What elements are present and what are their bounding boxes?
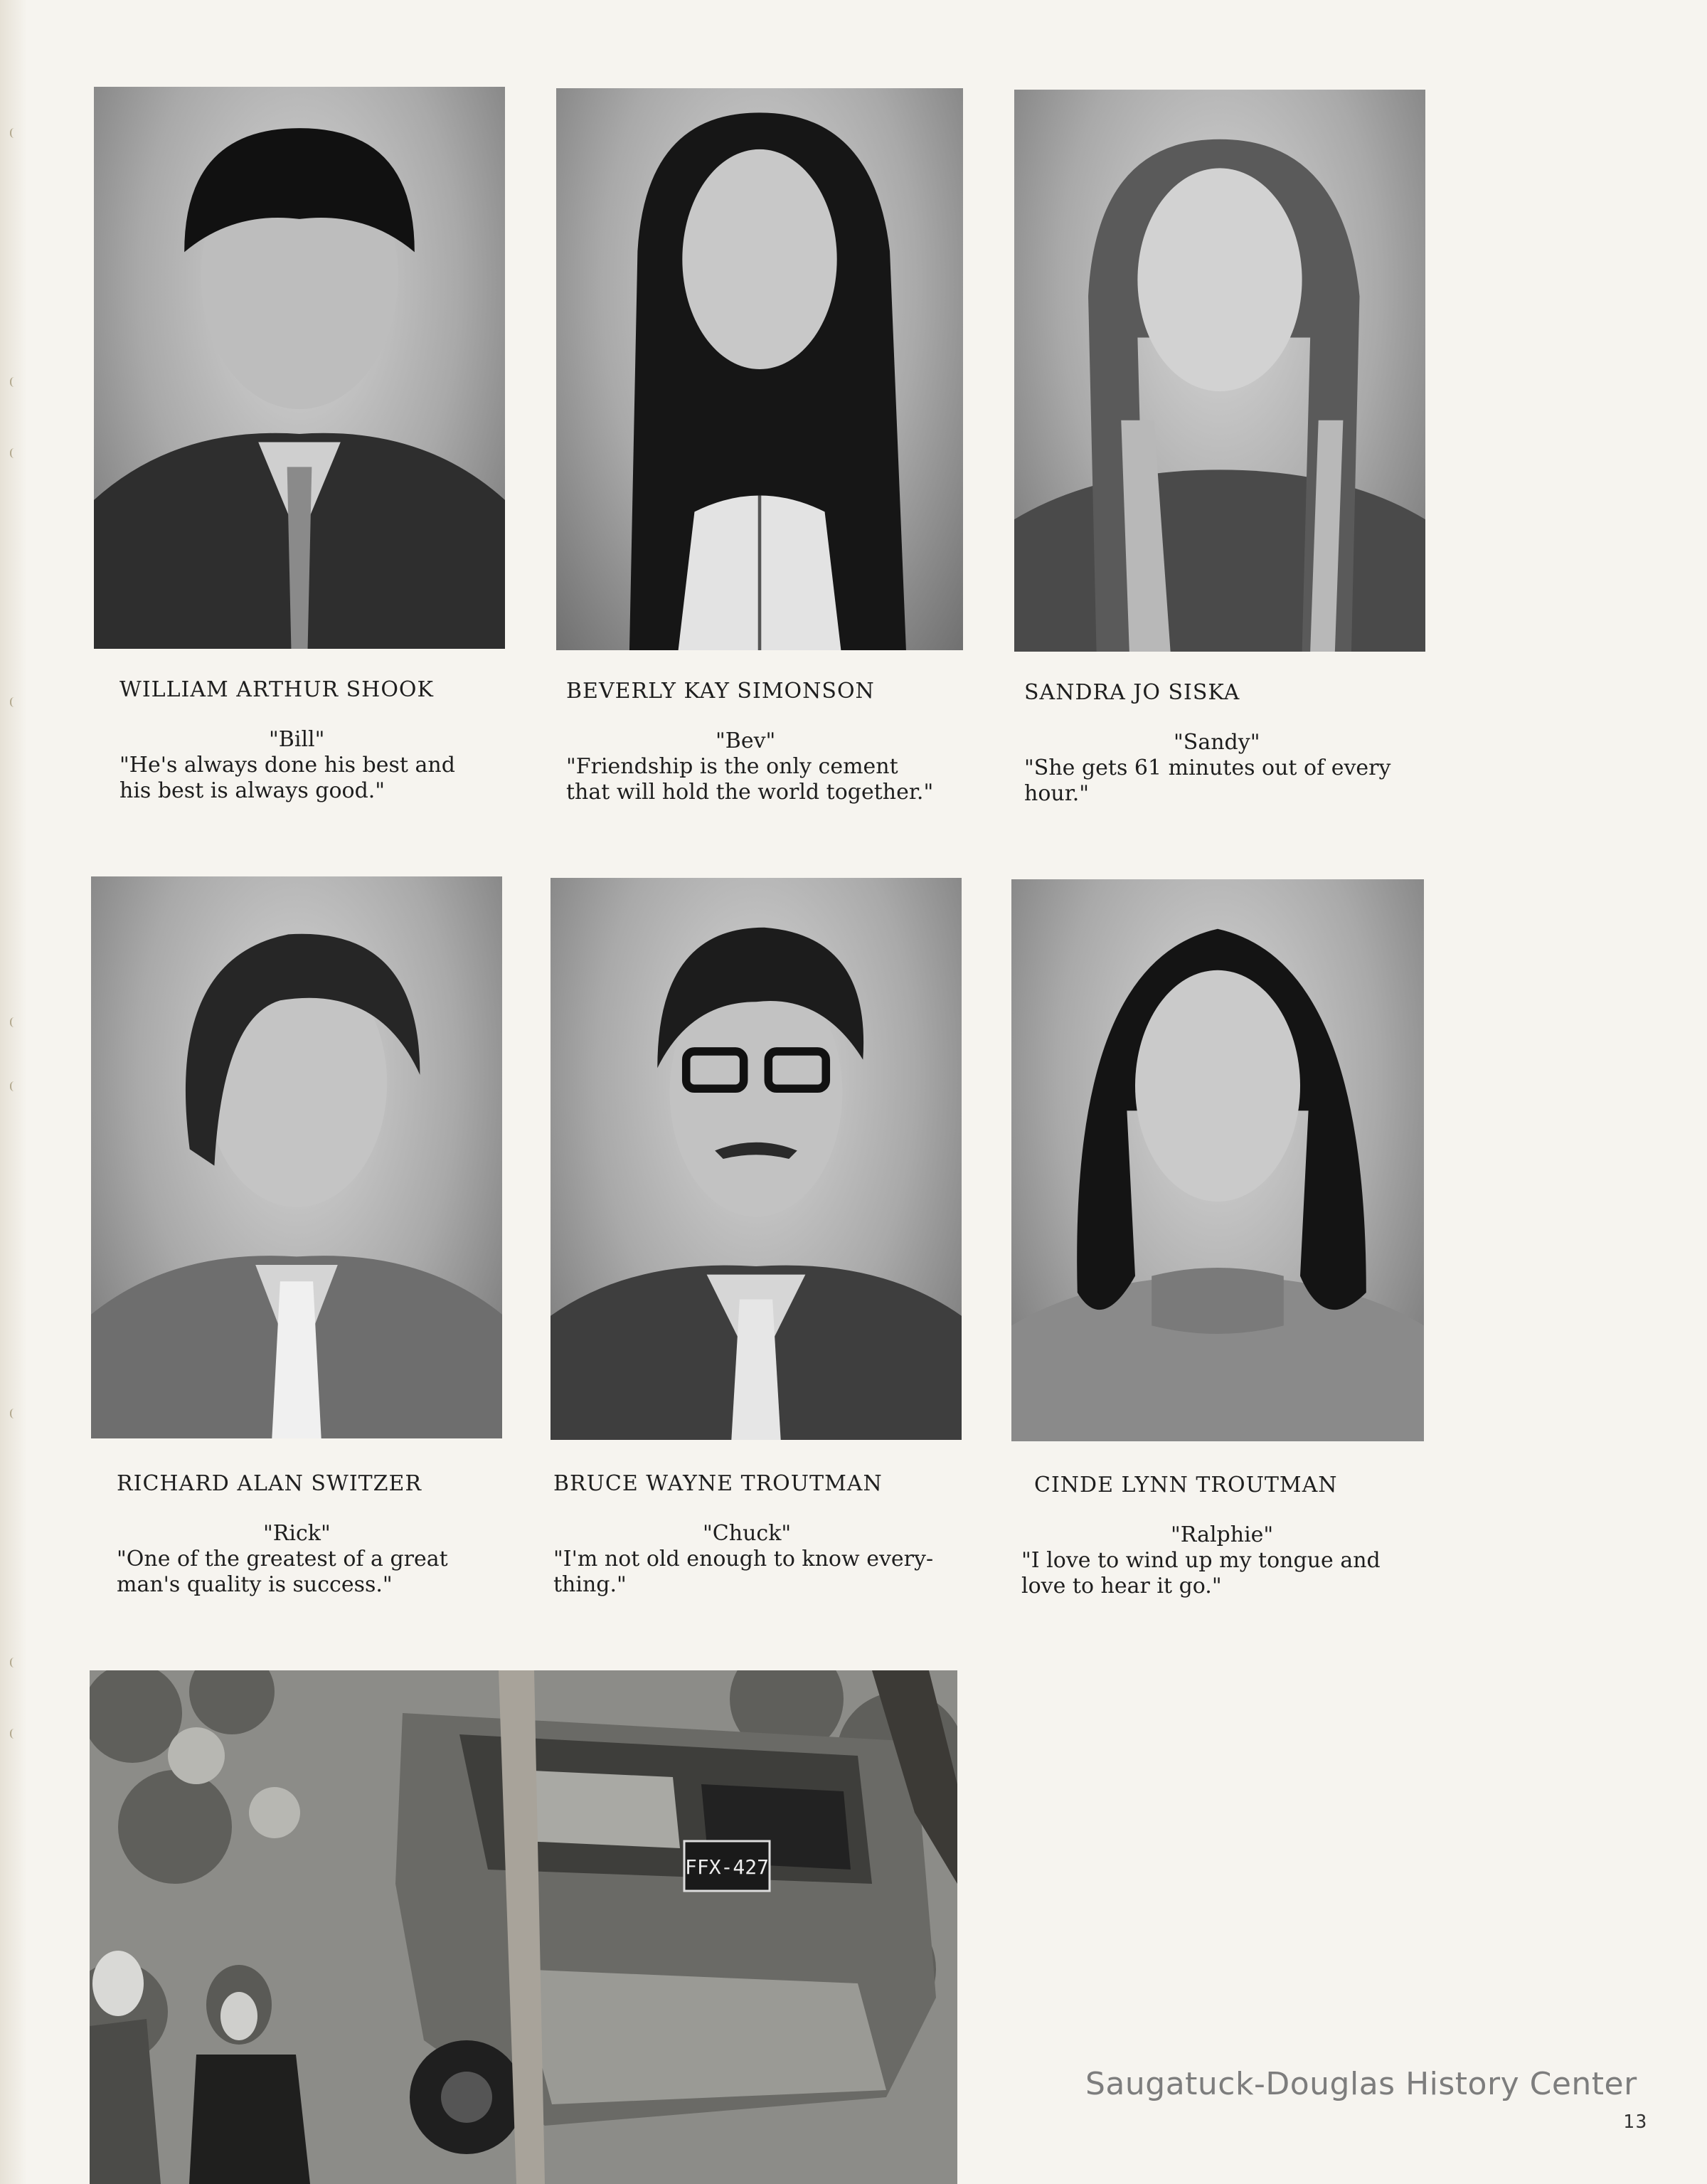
student-quote: "He's always done his best and his best is always good." xyxy=(119,753,455,803)
student-nickname: "Chuck" xyxy=(703,1521,792,1546)
student-quote: "I'm not old enough to know every- thing." xyxy=(553,1547,934,1597)
page-binding-edge xyxy=(0,0,27,2184)
portrait-richard-switzer xyxy=(91,876,502,1438)
portrait-william-shook xyxy=(94,87,505,649)
portrait-sandra-siska xyxy=(1014,90,1425,652)
caption-richard-switzer xyxy=(117,1471,515,1598)
caption-cinde-troutman xyxy=(1021,1473,1462,1599)
caption-william-shook xyxy=(119,677,518,804)
portrait-cinde-troutman xyxy=(1011,879,1424,1441)
history-center-watermark: Saugatuck-Douglas History Center xyxy=(1085,2066,1637,2102)
student-name: CINDE LYNN TROUTMAN xyxy=(1034,1473,1338,1497)
portrait-bruce-troutman xyxy=(551,878,962,1440)
candid-photo-wrecked-jeep xyxy=(90,1670,957,2184)
caption-beverly-simonson xyxy=(566,679,993,805)
student-name: BEVERLY KAY SIMONSON xyxy=(566,679,875,704)
student-nickname: "Sandy" xyxy=(1174,730,1260,755)
caption-bruce-troutman xyxy=(553,1471,994,1598)
portrait-beverly-simonson xyxy=(556,88,963,650)
student-name: SANDRA JO SISKA xyxy=(1024,680,1240,705)
student-name: WILLIAM ARTHUR SHOOK xyxy=(119,677,434,702)
student-quote: "I love to wind up my tongue and love to hear it go." xyxy=(1021,1548,1381,1599)
student-nickname: "Bev" xyxy=(716,728,776,753)
student-name: BRUCE WAYNE TROUTMAN xyxy=(553,1471,883,1496)
student-nickname: "Ralphie" xyxy=(1171,1522,1274,1547)
student-quote: "One of the greatest of a great man's quality is success." xyxy=(117,1547,448,1597)
student-quote: "She gets 61 minutes out of every hour." xyxy=(1024,756,1391,806)
student-nickname: "Bill" xyxy=(269,727,325,752)
caption-sandra-siska xyxy=(1024,680,1451,807)
student-name: RICHARD ALAN SWITZER xyxy=(117,1471,422,1496)
student-quote: "Friendship is the only cement that will hold the world together." xyxy=(566,754,934,805)
page-number: 13 xyxy=(1623,2111,1649,2133)
student-nickname: "Rick" xyxy=(263,1521,331,1546)
license-plate-text: FFX-427 xyxy=(684,1855,770,1879)
